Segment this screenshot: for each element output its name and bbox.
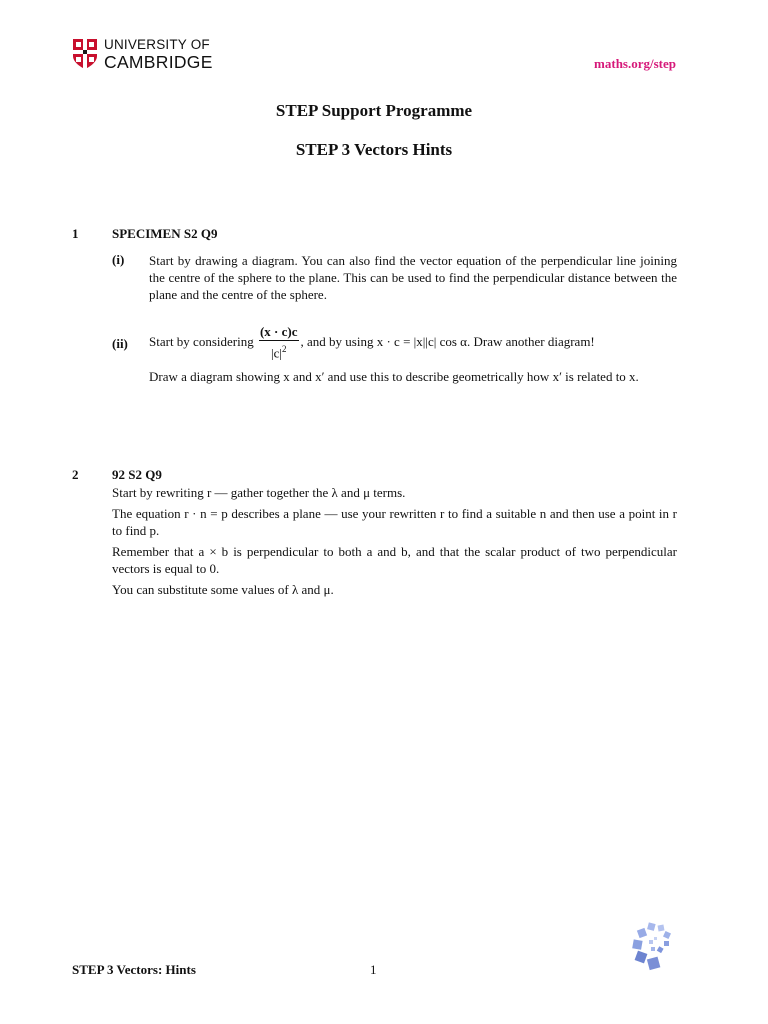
question-1-heading: SPECIMEN S2 Q9	[112, 226, 218, 241]
step-spiral-icon	[630, 918, 676, 974]
question-2-number: 2	[72, 467, 79, 482]
cambridge-logo	[72, 38, 232, 72]
q2-paragraph-1: Start by rewriting r — gather together the λ and μ terms.	[112, 485, 406, 500]
part-ii-pre: Start by considering	[149, 334, 254, 349]
question-2-heading: 92 S2 Q9	[112, 467, 162, 482]
part-i-label: (i)	[112, 252, 125, 267]
fraction-exponent: 2	[281, 344, 287, 355]
fraction	[259, 325, 299, 360]
page-number: 1	[370, 962, 377, 977]
page-title: STEP Support Programme	[275, 101, 473, 120]
q2-paragraph-3: Remember that a × b is perpendicular to both a and b, and that the scalar product of two perpendicular vectors is equal to 0.	[112, 544, 677, 576]
site-link[interactable]: maths.org/step	[594, 56, 676, 71]
question-1-number: 1	[72, 226, 79, 241]
part-ii-label: (ii)	[112, 336, 128, 351]
logo-line-1: UNIVERSITY OF	[104, 37, 210, 52]
q2-paragraph-4: You can substitute some values of λ and μ.	[112, 582, 334, 597]
logo-line-2: CAMBRIDGE	[104, 51, 213, 72]
part-ii-mid: , and by using	[300, 334, 377, 349]
part-i-text: Start by drawing a diagram. You can also find the vector equation of the perpendicular line joining the centre of the sphere to the plane. This can be used to find the perpendicular distance between the plane and the centre of the sphere.	[149, 253, 677, 302]
dot-product-identity: x · c = |x||c| cos α	[376, 334, 467, 349]
part-ii-text	[149, 324, 677, 361]
fraction-numerator: (x · c)c	[259, 324, 298, 340]
part-ii-paragraph-2: Draw a diagram showing x and x′ and use this to describe geometrically how x′ is related to x.	[149, 369, 639, 384]
q2-paragraph-2: The equation r · n = p describes a plane — use your rewritten r to find a suitable n and then use a point in r to find p.	[112, 506, 677, 538]
part-ii-post: . Draw another diagram!	[466, 334, 595, 349]
page-subtitle: STEP 3 Vectors Hints	[295, 140, 453, 159]
fraction-denominator: |c|	[271, 345, 282, 361]
footer-title: STEP 3 Vectors: Hints	[72, 962, 196, 977]
cambridge-shield-icon	[72, 38, 98, 70]
